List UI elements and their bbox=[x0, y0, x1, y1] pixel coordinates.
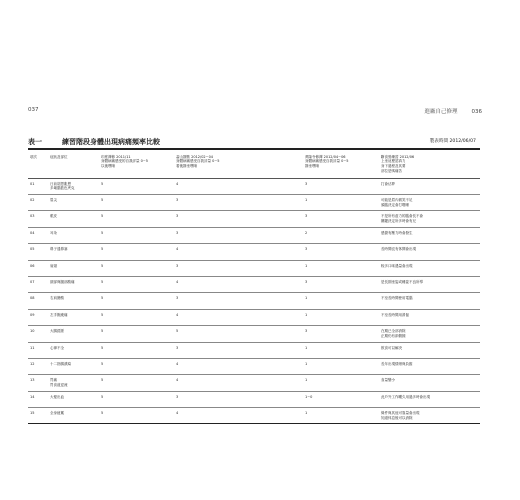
cell-note: 飲食可以解決 bbox=[379, 342, 480, 358]
page-number-right: 036 bbox=[471, 109, 482, 115]
table-row bbox=[28, 211, 480, 227]
table-row bbox=[28, 227, 480, 243]
cell-note: 食量變小 bbox=[379, 375, 480, 391]
cell-symptom: 全身疲累 bbox=[48, 408, 99, 424]
table-row bbox=[28, 391, 480, 407]
cell-item-number: 14 bbox=[28, 391, 48, 407]
cell-symptom: 眼皮 bbox=[48, 211, 99, 227]
cell-india-score: 5 bbox=[99, 375, 174, 391]
cell-india-score: 5 bbox=[99, 309, 174, 325]
cell-item-number: 12 bbox=[28, 358, 48, 374]
cell-india-score: 5 bbox=[99, 408, 174, 424]
cell-note: 是長期坐姿或睡姿不良所導 bbox=[379, 276, 480, 292]
cell-item-number: 11 bbox=[28, 342, 48, 358]
cell-item-number: 08 bbox=[28, 293, 48, 309]
cell-note: 條件與其他可靠量會出現 知道休息後可以消除 bbox=[379, 408, 480, 424]
cell-wanlong-score: 1 bbox=[303, 260, 379, 276]
cell-note: 打會佔夢 bbox=[379, 178, 480, 194]
page-header-right bbox=[410, 107, 482, 115]
cell-note: 不至長時間用滑鼠 bbox=[379, 309, 480, 325]
table-body bbox=[28, 178, 480, 424]
header-fasting: 斷食營練習 2012/06 上坐這麼認真力 身下過程及其要 部位是嗎痛苦 bbox=[379, 150, 480, 179]
cell-india-score: 5 bbox=[99, 227, 174, 243]
table-section bbox=[28, 137, 480, 424]
cell-item-number: 15 bbox=[28, 408, 48, 424]
cell-note: 長時間沒有休開會出現 bbox=[379, 244, 480, 260]
cell-symptom: 眉尖 bbox=[48, 194, 99, 210]
cell-note: 此戶外工作曬久用過多時會出現 bbox=[379, 391, 480, 407]
cell-wanlong-score: 3 bbox=[303, 276, 379, 292]
symptom-comparison-table bbox=[28, 150, 480, 425]
cell-note: 可能是眉內微笑不足 頭腦決定會打嗜睡 bbox=[379, 194, 480, 210]
cell-item-number: 10 bbox=[28, 326, 48, 342]
cell-symptom: 肩頸 bbox=[48, 260, 99, 276]
table-row bbox=[28, 408, 480, 424]
cell-note: 不是所有虛力的腦會長不會 關鍵決定所多時會有兄 bbox=[379, 211, 480, 227]
cell-india-score: 5 bbox=[99, 194, 174, 210]
table-row bbox=[28, 309, 480, 325]
table-title-row bbox=[28, 137, 480, 147]
cell-wanlong-score: 3 bbox=[303, 211, 379, 227]
cell-wanlong-score: 1 bbox=[303, 342, 379, 358]
cell-symptom: 大腸經脈 bbox=[48, 326, 99, 342]
cell-india-score: 5 bbox=[99, 178, 174, 194]
cell-xiaoshan-score: 3 bbox=[174, 293, 303, 309]
cell-india-score: 5 bbox=[99, 276, 174, 292]
table-row bbox=[28, 375, 480, 391]
cell-symptom: 鼻子通鼻塞 bbox=[48, 244, 99, 260]
cell-wanlong-score: 3 bbox=[303, 178, 379, 194]
table-row bbox=[28, 178, 480, 194]
cell-item-number: 07 bbox=[28, 276, 48, 292]
cell-xiaoshan-score: 4 bbox=[174, 309, 303, 325]
cell-item-number: 01 bbox=[28, 178, 48, 194]
cell-symptom: 耳朵 bbox=[48, 227, 99, 243]
cell-symptom: 十二指腸潰瘍 bbox=[48, 358, 99, 374]
table-row bbox=[28, 342, 480, 358]
header-wanlong: 萬隆寺修禪 2012/04~06 身體病痛感受自我評量 0~5 靜坐嘿唷 bbox=[303, 150, 379, 179]
cell-wanlong-score: 1 bbox=[303, 293, 379, 309]
cell-xiaoshan-score: 3 bbox=[174, 227, 303, 243]
cell-wanlong-score: 1 bbox=[303, 375, 379, 391]
table-row bbox=[28, 326, 480, 342]
header-xiaoshan: 蕭山靜默 2012/02~04 身體病痛感受自我評量 0~5 看後靜坐嘿唷 bbox=[174, 150, 303, 179]
header-india: 印度禪修 2011/11 身體病痛感受的自我評量 0~5 以後嘿唷 bbox=[99, 150, 174, 179]
cell-wanlong-score: 2 bbox=[303, 227, 379, 243]
cell-india-score: 5 bbox=[99, 391, 174, 407]
cell-symptom: 頸部與腰部酸痛 bbox=[48, 276, 99, 292]
cell-wanlong-score: 1 bbox=[303, 408, 379, 424]
page-number-left: 037 bbox=[28, 107, 39, 113]
cell-item-number: 13 bbox=[28, 375, 48, 391]
table-row bbox=[28, 194, 480, 210]
cell-wanlong-score: 1 bbox=[303, 194, 379, 210]
header-symptom: 症狀及部位 bbox=[48, 150, 99, 179]
table-row bbox=[28, 358, 480, 374]
cell-symptom: 心律不全 bbox=[48, 342, 99, 358]
cell-india-score: 5 bbox=[99, 211, 174, 227]
table-title: 練習階段身體出現病痛頻率比較 bbox=[62, 138, 160, 146]
cell-note: 在期已全部消除 正期仍有兩側腿 bbox=[379, 326, 480, 342]
cell-wanlong-score: 3 bbox=[303, 244, 379, 260]
chapter-title: 進廠自己修理 bbox=[424, 109, 458, 115]
cell-xiaoshan-score: 3 bbox=[174, 194, 303, 210]
cell-xiaoshan-score: 4 bbox=[174, 244, 303, 260]
cell-wanlong-score: 1 bbox=[303, 309, 379, 325]
cell-item-number: 04 bbox=[28, 227, 48, 243]
table-row bbox=[28, 276, 480, 292]
cell-wanlong-score: 1 bbox=[303, 358, 379, 374]
cell-india-score: 5 bbox=[99, 326, 174, 342]
cell-wanlong-score: 1~0 bbox=[303, 391, 379, 407]
cell-xiaoshan-score: 3 bbox=[174, 391, 303, 407]
cell-xiaoshan-score: 4 bbox=[174, 276, 303, 292]
cell-note: 感覺有壓力時會發生 bbox=[379, 227, 480, 243]
table-row bbox=[28, 244, 480, 260]
cell-xiaoshan-score: 4 bbox=[174, 358, 303, 374]
cell-xiaoshan-score: 3 bbox=[174, 211, 303, 227]
cell-symptom: 大便出血 bbox=[48, 391, 99, 407]
table-row bbox=[28, 260, 480, 276]
cell-india-score: 5 bbox=[99, 358, 174, 374]
cell-xiaoshan-score: 3 bbox=[174, 260, 303, 276]
cell-india-score: 5 bbox=[99, 260, 174, 276]
table-row bbox=[28, 293, 480, 309]
cell-india-score: 5 bbox=[99, 342, 174, 358]
header-item-number: 項次 bbox=[28, 150, 48, 179]
cell-xiaoshan-score: 4 bbox=[174, 178, 303, 194]
cell-wanlong-score: 3 bbox=[303, 326, 379, 342]
cell-note: 長年出現情緒與負擔 bbox=[379, 358, 480, 374]
cell-symptom: 胃痛 胃食道逆流 bbox=[48, 375, 99, 391]
cell-item-number: 09 bbox=[28, 309, 48, 325]
cell-xiaoshan-score: 4 bbox=[174, 375, 303, 391]
table-header-row bbox=[28, 150, 480, 179]
cell-item-number: 02 bbox=[28, 194, 48, 210]
cell-item-number: 06 bbox=[28, 260, 48, 276]
cell-india-score: 5 bbox=[99, 293, 174, 309]
cell-symptom: 左手腕痠痛 bbox=[48, 309, 99, 325]
cell-note: 較多口味遇量會出現 bbox=[379, 260, 480, 276]
cell-item-number: 03 bbox=[28, 211, 48, 227]
cell-symptom: 右肩膀酸 bbox=[48, 293, 99, 309]
cell-note: 不至長時間使用電腦 bbox=[379, 293, 480, 309]
table-label: 表一 bbox=[28, 138, 42, 146]
table-date: 製表時間 2012/06/07 bbox=[429, 139, 476, 144]
cell-india-score: 5 bbox=[99, 244, 174, 260]
cell-item-number: 05 bbox=[28, 244, 48, 260]
cell-xiaoshan-score: 4 bbox=[174, 408, 303, 424]
cell-xiaoshan-score: 3 bbox=[174, 342, 303, 358]
cell-xiaoshan-score: 5 bbox=[174, 326, 303, 342]
cell-symptom: 日前胡思亂想 多壞腦藍色夾克 bbox=[48, 178, 99, 194]
